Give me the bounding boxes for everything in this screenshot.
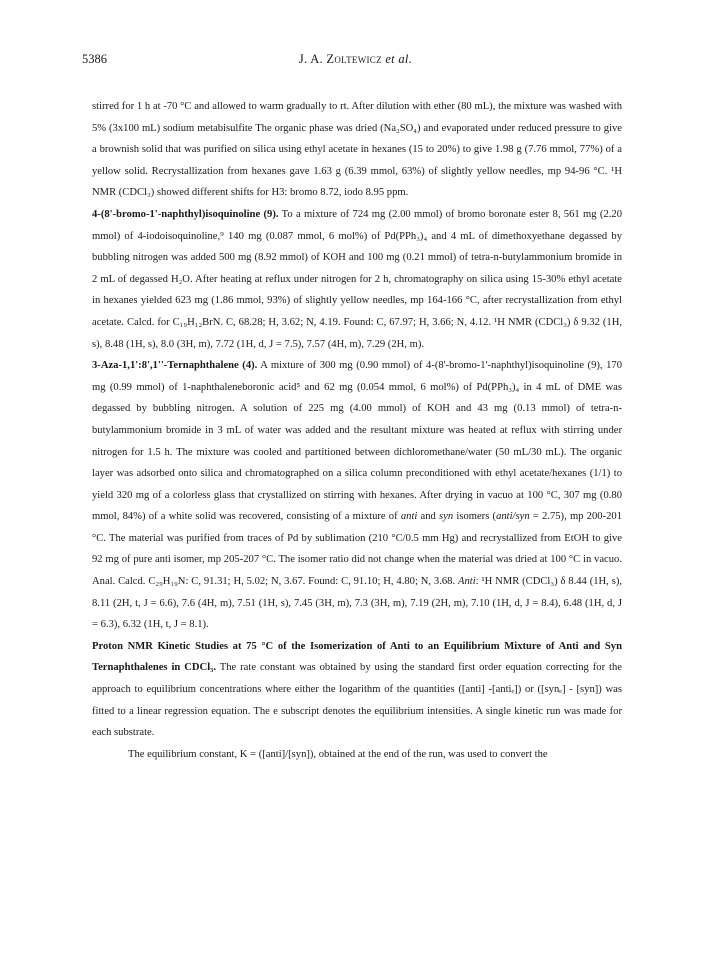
ternaphthalene-and: and	[417, 511, 440, 523]
running-head-author: Zoltewicz	[326, 52, 382, 66]
paragraph-kinetics	[92, 636, 622, 744]
term-anti: anti	[400, 511, 418, 523]
heading-ternaphthalene: 3-Aza-1,1':8',1''-Ternaphthalene (4).	[92, 360, 258, 372]
paragraph-procedure-end: stirred for 1 h at -70 °C and allowed to warm gradually to rt. After dilution with ether (80 mL), the mixture was washed with 5% (3x100 mL) sodium metabisulfite The organic phase was dried (Na₂SO₄) and evaporated under reduced pressure to give a brownish solid that was purified on silica using ethyl acetate in hexanes (15 to 20%) to give 1.98 g (7.76 mmol, 77%) of a yellow solid. Recrystallization from hexanes gave 1.63 g (6.39 mmol, 63%) of slightly yellow needles, mp 94-96 °C. ¹H NMR (CDCl₃) showed different shifts for H3: bromo 8.72, iodo 8.95 ppm.	[92, 101, 622, 199]
running-head	[0, 52, 711, 67]
paragraph-equilibrium: The equilibrium constant, K = ([anti]/[syn]), obtained at the end of the run, was used to convert the	[128, 748, 548, 760]
ternaphthalene-isomers: isomers (	[453, 511, 497, 523]
paragraph-compound-9-text: To a mixture of 724 mg (2.00 mmol) of bromo boronate ester 8, 561 mg (2.20 mmol) of 4-iodoisoquinoline,⁹ 140 mg (0.087 mmol, 6 mol%) of Pd(PPh₃)₄ and 4 mL of dimethoxyethane degassed by bubbling nitrogen was added 500 mg (8.92 mmol) of KOH and 100 mg (0.21 mmol) of tetra-n-butylammonium bromide in 2 mL of degassed H₂O. After heating at reflux under nitrogen for 2 h, chromatography on silica using 15-30% ethyl acetate in hexanes yielded 623 mg (1.86 mmol, 93%) of slightly yellow needles, mp 164-166 °C, after recrystallization from ethyl acetate. Calcd. for C₁₉H₁₂BrN. C, 68.28; H, 3.62; N, 4.19. Found: C, 67.97; H, 3.66; N, 4.12. ¹H NMR (CDCl₃) δ 9.32 (1H, s), 8.48 (1H, s), 8.0 (3H, m), 7.72 (1H, d, J = 7.5), 7.57 (4H, m), 7.29 (2H, m).	[92, 208, 622, 350]
paragraph-kinetics-text: The rate constant was obtained by using the standard first order equation correcting for the approach to equilibrium concentrations where either the logarithm of the quantities ([anti] -[antiₑ]) or ([synₑ] - [syn]) was fitted to a linear regression equation. The e subscript denotes the equilibrium intensities. A single kinetic run was made for each substrate.	[92, 662, 622, 739]
article-body	[92, 96, 622, 765]
running-head-prefix: J. A.	[298, 52, 323, 66]
heading-kinetics: Proton NMR Kinetic Studies at 75 °C of the Isomerization of Anti to an Equilibrium Mixture of Anti and Syn Ternaphthalenes in CDCl₃.	[92, 640, 622, 674]
term-syn: syn	[439, 511, 454, 523]
ternaphthalene-text-3: : ¹H NMR (CDCl₃) δ 8.44 (1H, s), 8.11 (2H, t, J = 6.6), 7.6 (4H, m), 7.51 (1H, s), 7.45 (3H, m), 7.3 (3H, m), 7.19 (2H, m), 7.10 (1H, d, J = 8.4), 6.48 (1H, d, J = 6.3), 6.32 (1H, t, J = 8.1).	[92, 576, 622, 631]
term-ratio: anti/syn	[496, 511, 530, 523]
running-head-etal: et al.	[385, 52, 413, 66]
page-number: 5386	[82, 52, 107, 66]
ternaphthalene-text-1: A mixture of 300 mg (0.90 mmol) of 4-(8'-bromo-1'-naphthyl)isoquinoline (9), 170 mg (0.99 mmol) of 1-naphthaleneboronic acid⁵ and 62 mg (0.054 mmol, 6 mol%) of Pd(PPh₃)₄ in 4 mL of DME was degassed by bubbling nitrogen. A solution of 225 mg (4.00 mmol) of KOH and 43 mg (0.13 mmol) of tetra-n-butylammonium bromide in 3 mL of water was added and the resultant mixture was heated at reflux with stirring under nitrogen for 1.5 h. The mixture was cooled and partitioned between dichloromethane/water (50 mL/30 mL). The organic layer was adsorbed onto silica and chromatographed on a silica column preconditioned with ethyl acetate/hexanes (1/1) to yield 320 mg of a colorless glass that crystallized on stirring with hexanes. After drying in vacuo at 100 °C, 307 mg (0.80 mmol, 84%) of a white solid was recovered, consisting of a mixture of	[92, 360, 622, 523]
ternaphthalene-text-2: = 2.75), mp 200-201 °C. The material was purified from traces of Pd by sublimation (210 °C/0.5 mm Hg) and recrystallized from EtOH to give 92 mg of pure anti isomer, mp 205-207 °C. The isomer ratio did not change when the material was dried at 100 °C in vacuo. Anal. Calcd. C₂₉H₁₉N: C, 91.31; H, 5.02; N, 3.67. Found: C, 91.10; H, 4.80; N, 3.68.	[92, 511, 622, 588]
heading-compound-9: 4-(8'-bromo-1'-naphthyl)isoquinoline (9).	[92, 208, 279, 220]
term-anti-nmr: Anti	[457, 576, 476, 588]
paragraph-compound-9	[92, 204, 622, 355]
paragraph-ternaphthalene	[92, 355, 622, 636]
